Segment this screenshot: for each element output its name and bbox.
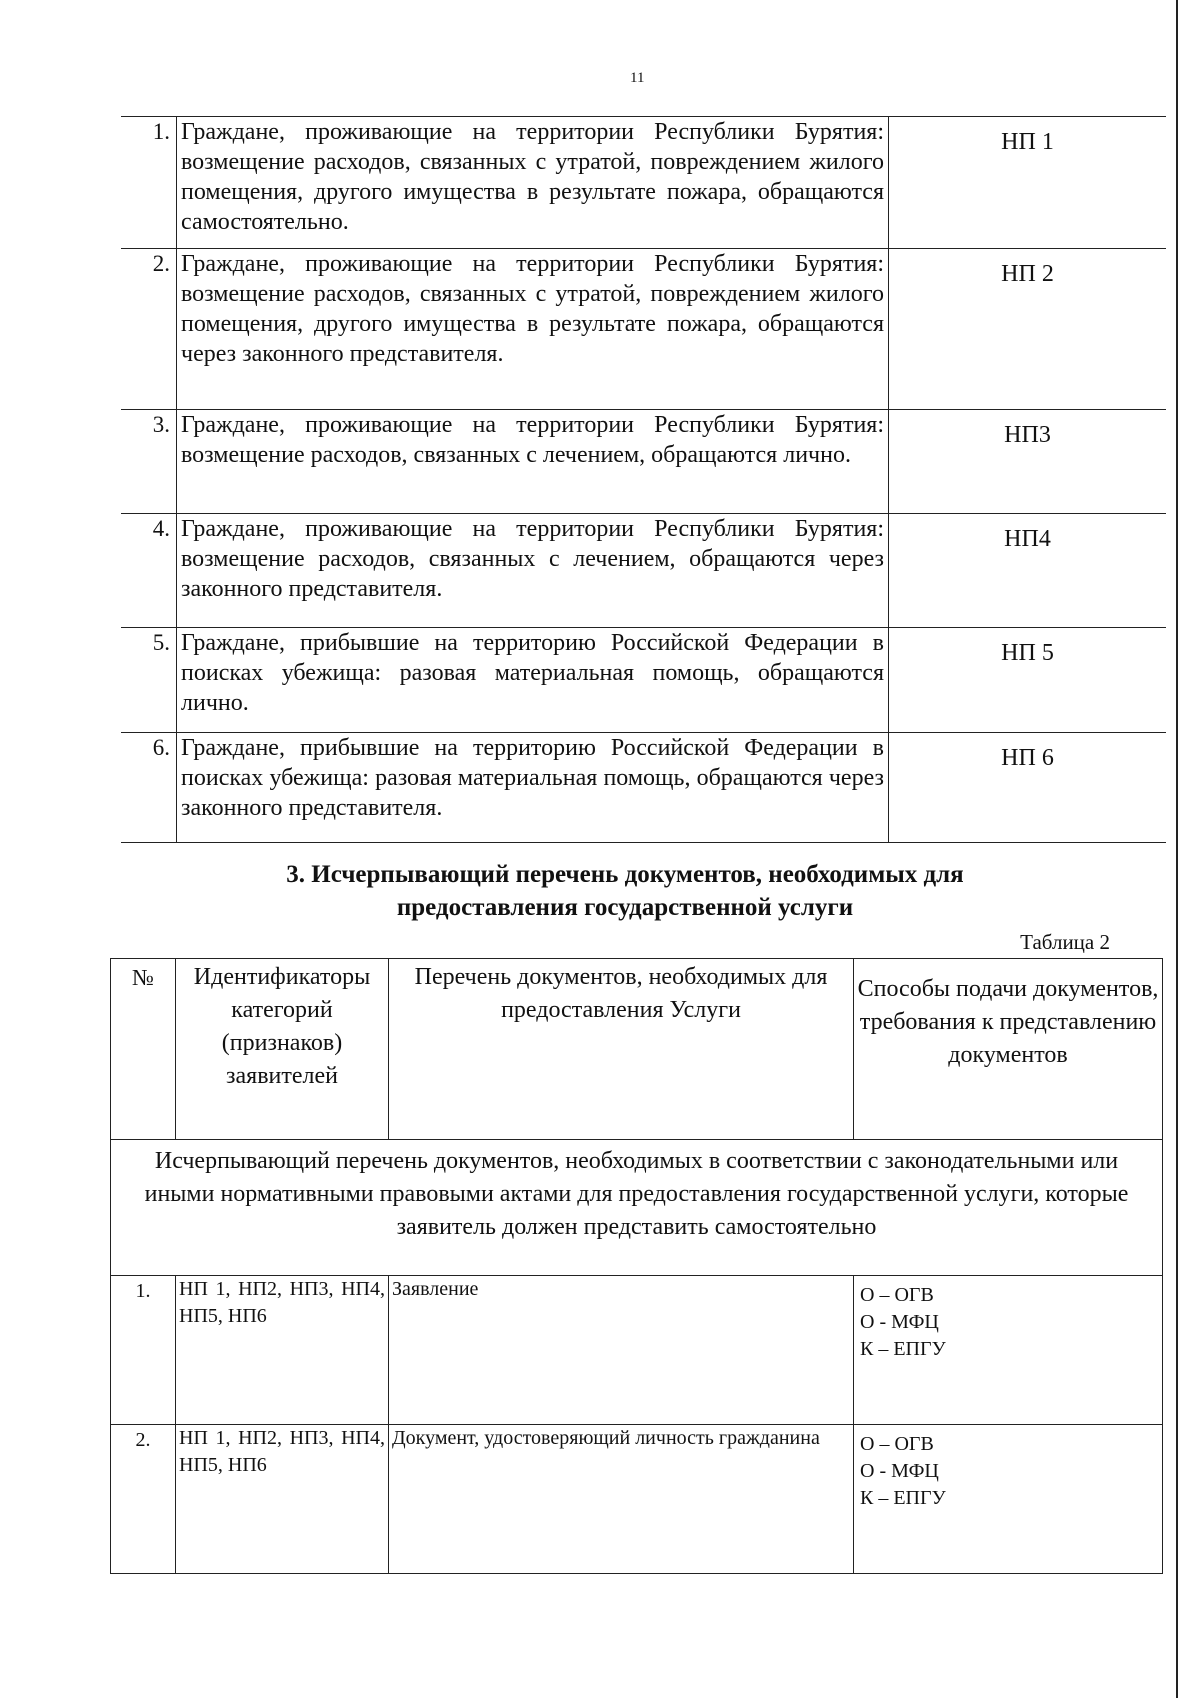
table-span-row xyxy=(111,1140,1163,1276)
row-number: 6. xyxy=(121,733,177,843)
table-row xyxy=(111,1425,1163,1574)
table-row xyxy=(121,249,1166,410)
method-item: К – ЕПГУ xyxy=(860,1338,946,1360)
row-submission-methods xyxy=(854,1276,1163,1425)
row-number: 5. xyxy=(121,628,177,733)
row-number: 1. xyxy=(111,1276,176,1425)
row-number: 2. xyxy=(121,249,177,410)
row-submission-methods xyxy=(854,1425,1163,1574)
category-description: Граждане, проживающие на территории Республики Бурятия: возмещение расходов, связанных с лечением, обращаются лично. xyxy=(177,410,889,514)
table-row xyxy=(121,628,1166,733)
header-submission-methods: Способы подачи документов, требования к представлению документов xyxy=(854,959,1163,1140)
category-code: НП4 xyxy=(889,514,1167,628)
method-item: О – ОГВ xyxy=(860,1433,934,1455)
page-edge-line xyxy=(1176,0,1178,1698)
header-number: № xyxy=(111,959,176,1140)
table-row xyxy=(111,1276,1163,1425)
row-document: Документ, удостоверяющий личность гражданина xyxy=(389,1425,854,1574)
page-number: 11 xyxy=(630,70,645,86)
category-code: НП 6 xyxy=(889,733,1167,843)
method-item: О - МФЦ xyxy=(860,1311,939,1333)
row-identifiers: НП 1, НП2, НП3, НП4, НП5, НП6 xyxy=(176,1276,389,1425)
category-code: НП 1 xyxy=(889,117,1167,249)
category-description: Граждане, проживающие на территории Республики Бурятия: возмещение расходов, связанных с утратой, повреждением жилого помещения, другого имущества в результате пожара, обращаются через законного представителя. xyxy=(177,249,889,410)
categories-table xyxy=(121,116,1166,843)
category-description: Граждане, прибывшие на территорию Российской Федерации в поисках убежища: разовая материальная помощь, обращаются через законного представителя. xyxy=(177,733,889,843)
row-number: 1. xyxy=(121,117,177,249)
header-identifiers: Идентификаторы категорий (признаков) заявителей xyxy=(176,959,389,1140)
category-description: Граждане, проживающие на территории Республики Бурятия: возмещение расходов, связанных с утратой, повреждением жилого помещения, другого имущества в результате пожара, обращаются самостоятельно. xyxy=(177,117,889,249)
method-item: К – ЕПГУ xyxy=(860,1487,946,1509)
row-number: 3. xyxy=(121,410,177,514)
row-identifiers: НП 1, НП2, НП3, НП4, НП5, НП6 xyxy=(176,1425,389,1574)
category-description: Граждане, прибывшие на территорию Российской Федерации в поисках убежища: разовая материальная помощь, обращаются лично. xyxy=(177,628,889,733)
section-title: 3. Исчерпывающий перечень документов, необходимых для предоставления государственной услуги xyxy=(286,861,964,921)
table-row xyxy=(121,733,1166,843)
category-description: Граждане, проживающие на территории Республики Бурятия: возмещение расходов, связанных с лечением, обращаются через законного представителя. xyxy=(177,514,889,628)
table-row xyxy=(121,410,1166,514)
header-document-list: Перечень документов, необходимых для предоставления Услуги xyxy=(389,959,854,1140)
row-number: 4. xyxy=(121,514,177,628)
method-item: О – ОГВ xyxy=(860,1284,934,1306)
table-row xyxy=(121,117,1166,249)
table-row xyxy=(121,514,1166,628)
category-code: НП 2 xyxy=(889,249,1167,410)
category-code: НП 5 xyxy=(889,628,1167,733)
documents-table xyxy=(110,958,1163,1574)
table-header-row xyxy=(111,959,1163,1140)
row-document: Заявление xyxy=(389,1276,854,1425)
row-number: 2. xyxy=(111,1425,176,1574)
method-item: О - МФЦ xyxy=(860,1460,939,1482)
category-code: НП3 xyxy=(889,410,1167,514)
table-label: Таблица 2 xyxy=(1020,930,1110,954)
span-row-text: Исчерпывающий перечень документов, необходимых в соответствии с законодательными или иными нормативными правовыми актами для предоставления государственной услуги, которые заявитель должен представить самостоятельно xyxy=(111,1140,1163,1276)
